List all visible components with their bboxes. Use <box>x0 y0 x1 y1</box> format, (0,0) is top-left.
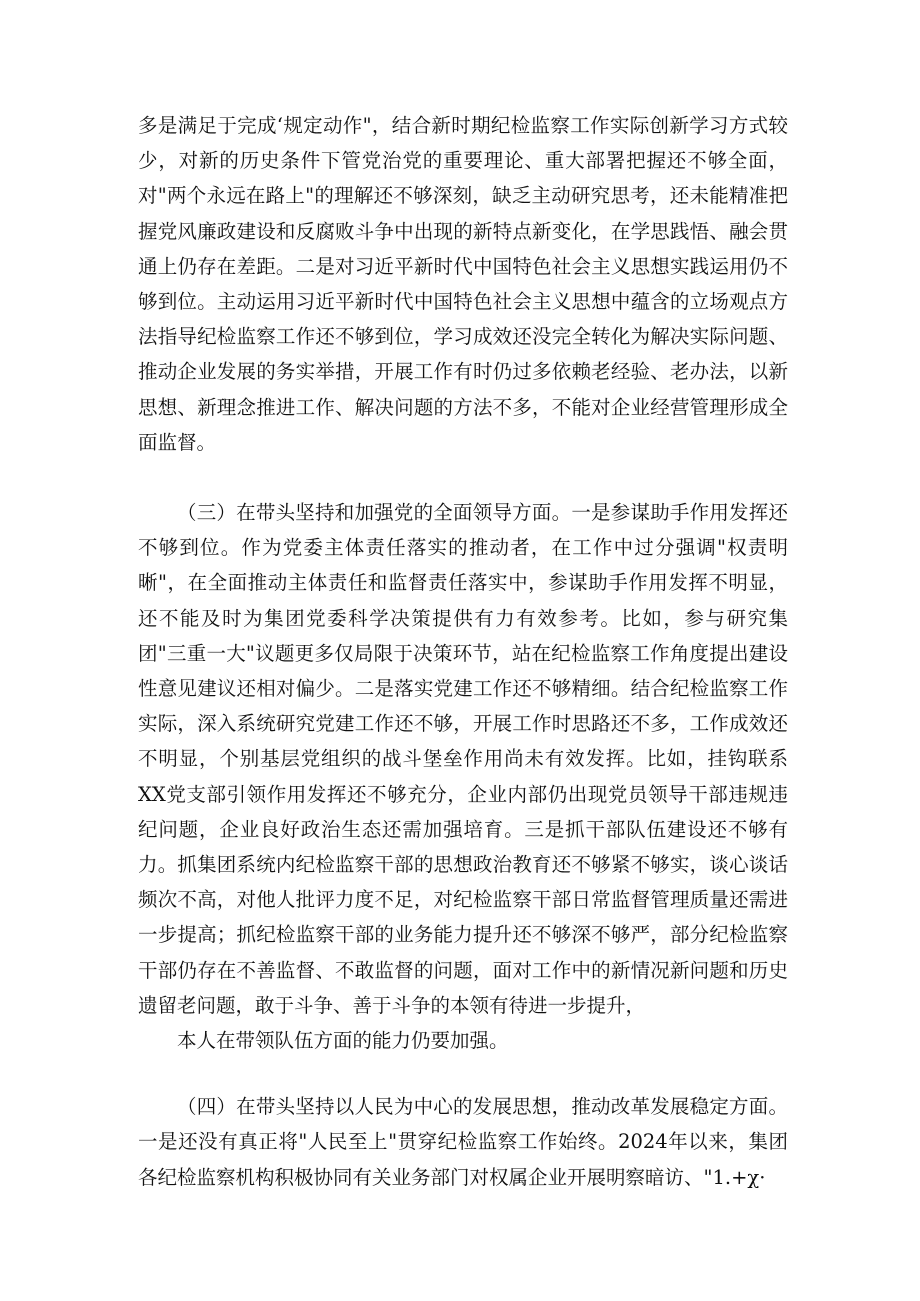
document-body <box>138 108 788 1195</box>
paragraph-party-leadership-text: （三）在带头坚持和加强党的全面领导方面。一是参谋助手作用发挥还不够到位。作为党委主体责任落实的推动者，在工作中过分强调"权责明晰"，在全面推动主体责任和监督责任落实中，参谋助手作用发挥不明显，还不能及时为集团党委科学决策提供有力有效参考。比如，参与研究集团"三重一大"议题更多仅局限于决策环节，站在纪检监察工作角度提出建设性意见建议还相对偏少。二是落实党建工作还不够精细。结合纪检监察工作实际，深入系统研究党建工作还不够，开展工作时思路还不多，工作成效还不明显，个别基层党组织的战斗堡垒作用尚未有效发挥。比如，挂钩联系XX党支部引领作用发挥还不够充分，企业内部仍出现党员领导干部违规违纪问题，企业良好政治生态还需加强培育。三是抓干部队伍建设还不够有力。抓集团系统内纪检监察干部的思想政治教育还不够紧不够实，谈心谈话频次不高，对他人批评力度不足，对纪检监察干部日常监督管理质量还需进一步提高；抓纪检监察干部的业务能力提升还不够深不够严，部分纪检监察干部仍存在不善监督、不敢监督的问题，面对工作中的新情况新问题和历史遗留老问题，敢于斗争、善于斗争的本领有待进一步提升， <box>138 501 788 1017</box>
paragraph-people-centered: （四）在带头坚持以人民为中心的发展思想，推动改革发展稳定方面。一是还没有真正将"人民至上"贯穿纪检监察工作始终。2024年以来，集团各纪检监察机构积极协同有关业务部门对权属企业开展明察暗访、"1.+χ· <box>138 1095 788 1189</box>
paragraph-party-leadership-tail: 本人在带领队伍方面的能力仍要加强。 <box>177 1029 509 1053</box>
paragraph-party-leadership <box>138 495 788 1058</box>
paragraph-study-application: 多是满足于完成‘规定动作"，结合新时期纪检监察工作实际创新学习方式较少，对新的历史条件下管党治党的重要理论、重大部署把握还不够全面，对"两个永远在路上"的理解还不够深刻，缺乏主动研究思考，还未能精准把握党风廉政建设和反腐败斗争中出现的新特点新变化，在学思践悟、融会贯通上仍存在差距。二是对习近平新时代中国特色社会主义思想实践运用仍不够到位。主动运用习近平新时代中国特色社会主义思想中蕴含的立场观点方法指导纪检监察工作还不够到位，学习成效还没完全转化为解决实际问题、推动企业发展的务实举措，开展工作有时仍过多依赖老经验、老办法，以新思想、新理念推进工作、解决问题的方法不多，不能对企业经营管理形成全面监督。 <box>138 114 788 454</box>
